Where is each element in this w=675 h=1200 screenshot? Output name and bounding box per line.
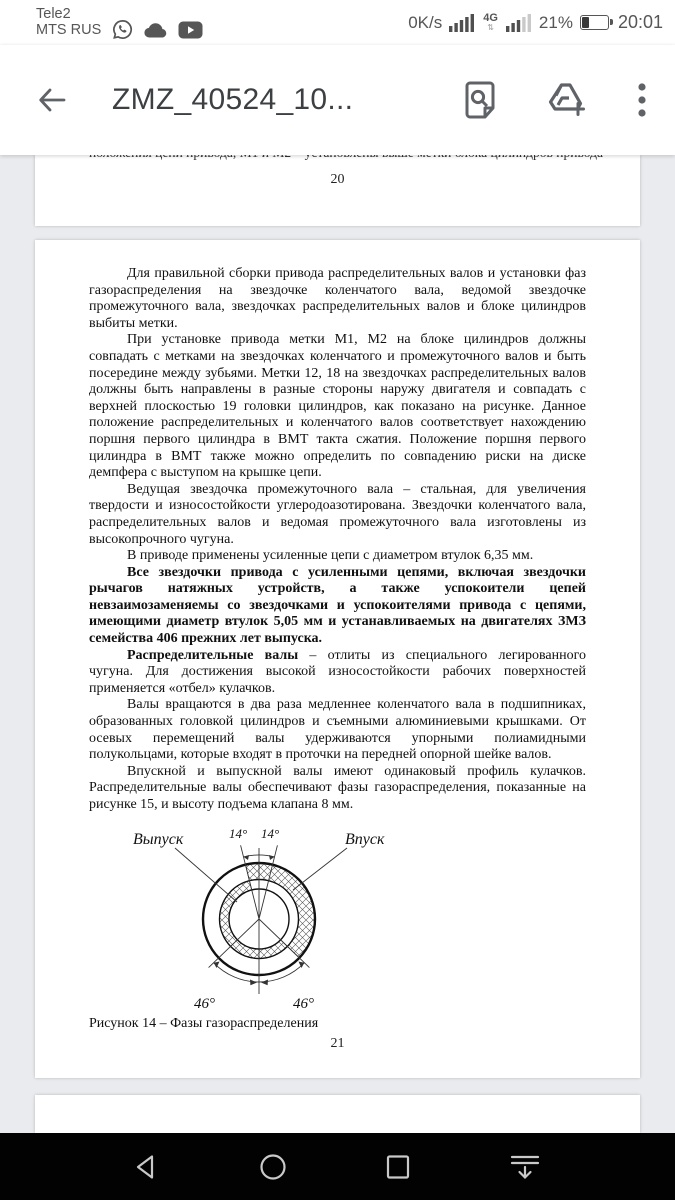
app-bar [0,45,675,155]
figure-label-intake: Впуск [345,830,385,848]
page-number-21: 21 [330,1036,345,1052]
back-button[interactable] [36,84,68,116]
pdf-page-21 [35,240,640,1078]
network-type-label: 4G ⇅ [483,11,498,32]
paragraph-rest: – отлиты из специального легированного чугуна. Для достижения высокой износостойкости рабочих поверхностей применяется «отбел» кулачков. [89,647,586,696]
paragraph: Для правильной сборки привода распределительных валов и установки фаз газораспределения на звездочке коленчатого вала, ведомой звездочке промежуточного вала, звездочках распределительных валов и блоке цилиндров выбиты метки. [89,266,586,331]
nav-hide-navbar-button[interactable] [510,1153,540,1181]
paragraph: В приводе применены усиленные цепи с диаметром втулок 6,35 мм. [127,548,534,564]
paragraph: Валы вращаются в два раза медленнее коленчатого вала в подшипниках, образованных головкой цилиндров и съемными алюминиевыми крышками. От осевых перемещений валы удерживаются упорными полиамидными полукольцами, которые входят в проточки на передней опорной шейке валов. [89,697,586,763]
clock: 20:01 [617,12,663,32]
figure-angle-top-left: 14° [229,825,248,841]
pdf-page-20 [35,155,640,226]
android-nav-bar [0,1133,675,1200]
figure-valve-timing [89,822,586,1014]
pdf-viewport[interactable] [0,155,675,1133]
paragraph: Ведущая звездочка промежуточного вала – стальная, для увеличения твердости и износостойкости углеродоазотирована. Звездочки коленчатого вала, распределительных валов и ведомая промежуточного вала изготовлены из высокопрочного чугуна. [89,481,586,547]
carrier-1: Tele2 [36,6,71,22]
paragraph-bold: Все звездочки привода с усиленными цепями, включая звездочки рычагов натяжных устройств, а также успокоители цепей невзаимозаменяемы со звездочками и успокоителями привода с цепями, имеющими диаметр втулок 5,05 мм и устанавливаемых на двигателях ЗМЗ семейства 406 прежних лет выпуска. [89,564,586,647]
figure-angle-bottom-left: 46° [194,995,215,1012]
valve-timing-diagram [89,822,429,1014]
overflow-menu-button[interactable] [637,81,647,119]
figure-label-exhaust: Выпуск [133,830,184,848]
signal-strength-icon-sim1 [449,13,475,33]
nav-home-button[interactable] [259,1153,287,1181]
paragraph-lead: Распределительные валы [127,647,299,663]
pdf-page-22-edge [35,1095,640,1133]
battery-icon [580,15,609,30]
status-bar [0,0,675,45]
paragraph-with-lead [89,648,586,698]
document-title: ZMZ_40524_10... [112,83,354,116]
carrier-2: MTS RUS [36,22,102,38]
whatsapp-icon [111,18,134,41]
cloud-icon [143,21,169,39]
find-in-document-button[interactable] [463,81,497,119]
nav-back-button[interactable] [133,1153,161,1181]
carrier-labels [36,7,101,38]
page-number-20: 20 [330,172,345,187]
data-arrows-icon: ⇅ [487,22,494,32]
signal-strength-icon-sim2 [506,13,532,33]
add-to-drive-button[interactable] [547,82,587,118]
paragraph: При установке привода метки М1, М2 на блоке цилиндров должны совпадать с метками на звездочках коленчатого и промежуточного валов и быть посередине между зубьями. Метки 12, 18 на звездочках распределительных валов должны быть направлены в разные стороны наружу двигателя и совпадать с верхней плоскостью 19 головки цилиндров, как показано на рисунке. Данное положение распределительных и коленчатого валов соответствует нахождению поршня первого цилиндра в ВМТ такта сжатия. Положение поршня первого цилиндра в ВМТ также можно определить по совпадению риски на диске демпфера с выступом на крышке цепи. [89,332,586,481]
figure-caption: Рисунок 14 – Фазы газораспределения [89,1015,319,1031]
figure-angle-bottom-right: 46° [293,995,314,1012]
battery-percent: 21% [538,12,573,32]
figure-angle-top-right: 14° [261,825,280,841]
network-speed: 0K/s [408,12,443,32]
paragraph: Впускной и выпускной валы имеют одинаковый профиль кулачков. Распределительные валы обеспечивают фазы газораспределения, показанные на рисунке 15, и высоту подъема клапана 8 мм. [89,763,586,812]
youtube-icon [178,21,203,39]
nav-recents-button[interactable] [384,1153,412,1181]
